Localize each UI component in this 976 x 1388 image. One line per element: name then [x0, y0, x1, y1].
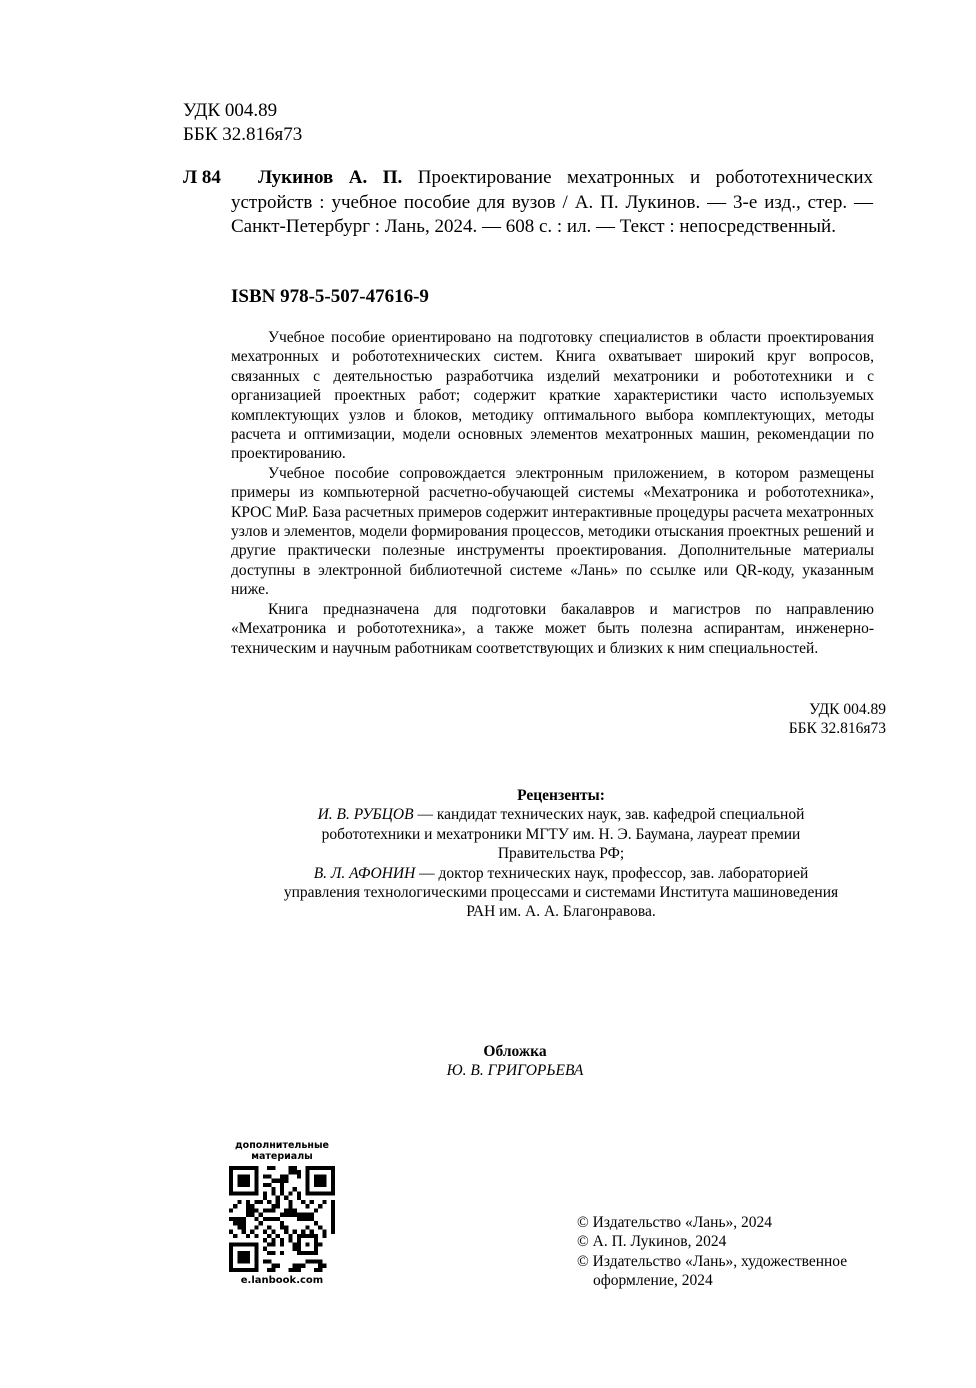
copyright-line: © Издательство «Лань», художественное оформление, 2024: [577, 1252, 848, 1290]
reviewer-credentials: — кандидат технических наук, зав. кафедрой специальной робототехники и мехатроники МГТУ им. Н. Э. Баумана, лауреат премии Правительства РФ;: [321, 806, 805, 863]
bibliographic-entry: [183, 166, 873, 240]
reviewer-name: В. Л. АФОНИН: [313, 864, 416, 882]
entry-text: [231, 166, 873, 240]
cover-designer: Ю. В. ГРИГОРЬЕВА: [446, 1062, 584, 1080]
qr-block: [218, 1140, 346, 1287]
reviewer-name: И. В. РУБЦОВ: [317, 806, 414, 824]
classification-footer: [700, 700, 886, 739]
bbk-code: ББК 32.816я73: [183, 124, 303, 145]
reviewer-item: [280, 864, 842, 922]
annotation: [231, 328, 874, 658]
bbk-code: ББК 32.816я73: [788, 720, 886, 738]
reviewer-credentials: — доктор технических наук, профессор, зав. лабораторией управления технологическими процессами и системами Института машиноведения РАН им. А. А. Благонравова.: [283, 864, 839, 921]
udk-code: УДК 004.89: [183, 100, 278, 121]
author-name: Лукинов А. П.: [258, 167, 403, 188]
qr-caption-line: материалы: [251, 1151, 313, 1162]
copyright-line: © Издательство «Лань», 2024: [577, 1214, 773, 1231]
reviewers-block: [280, 786, 842, 922]
classification-header: [183, 99, 302, 147]
cover-credit: [380, 1042, 650, 1081]
qr-caption-line: дополнительные: [235, 1140, 329, 1151]
isbn: ISBN 978-5-507-47616-9: [231, 286, 429, 307]
qr-url: e.lanbook.com: [240, 1275, 324, 1286]
copyright-line: © А. П. Лукинов, 2024: [577, 1233, 727, 1251]
annotation-paragraph: Учебное пособие ориентировано на подготовку специалистов в области проектирования мехатронных и робототехнических систем. Книга охватывает широкий круг вопросов, связанных с деятельностью разработчика изделий мехатроники и робототехники и с организацией проектных работ; содержит краткие характеристики часто используемых комплектующих узлов и блоков, методику оптимального выбора комплектующих, методы расчета и оптимизации, модели основных элементов мехатронных машин, рекомендации по проектированию.: [231, 329, 874, 463]
reviewers-heading: Рецензенты:: [517, 787, 605, 804]
qr-caption: [218, 1140, 346, 1162]
annotation-paragraph: Учебное пособие сопровождается электронным приложением, в котором размещены примеры из компьютерной расчетно-обучающей системы «Мехатроника и робототехника», КРОС МиР. База расчетных примеров содержит интерактивные процедуры расчета мехатронных узлов и элементов, модели формирования процессов, методики отыскания проектных решений и другие практически полезные инструменты проектирования. Дополнительные материалы доступны в электронной библиотечной системе «Лань» по ссылке или QR-коду, указанным ниже.: [231, 464, 874, 599]
copyright-block: [577, 1213, 877, 1291]
annotation-paragraph: Книга предназначена для подготовки бакалавров и магистров по направлению «Мехатроника и робототехника», а также может быть полезна аспирантам, инженерно-техническим и научным работникам соответствующих и близких к ним специальностей.: [231, 600, 874, 657]
cover-heading: Обложка: [483, 1043, 547, 1060]
udk-code: УДК 004.89: [809, 701, 886, 718]
qr-code-icon[interactable]: [229, 1166, 335, 1272]
reviewer-item: [280, 805, 842, 863]
author-mark: Л 84: [183, 167, 221, 188]
entry-description: Проектирование мехатронных и робототехнических устройств : учебное пособие для вузов / А. П. Лукинов. — 3-е изд., стер. — Санкт-Петербург : Лань, 2024. — 608 с. : ил. — Текст : непосредственный.: [231, 167, 874, 237]
